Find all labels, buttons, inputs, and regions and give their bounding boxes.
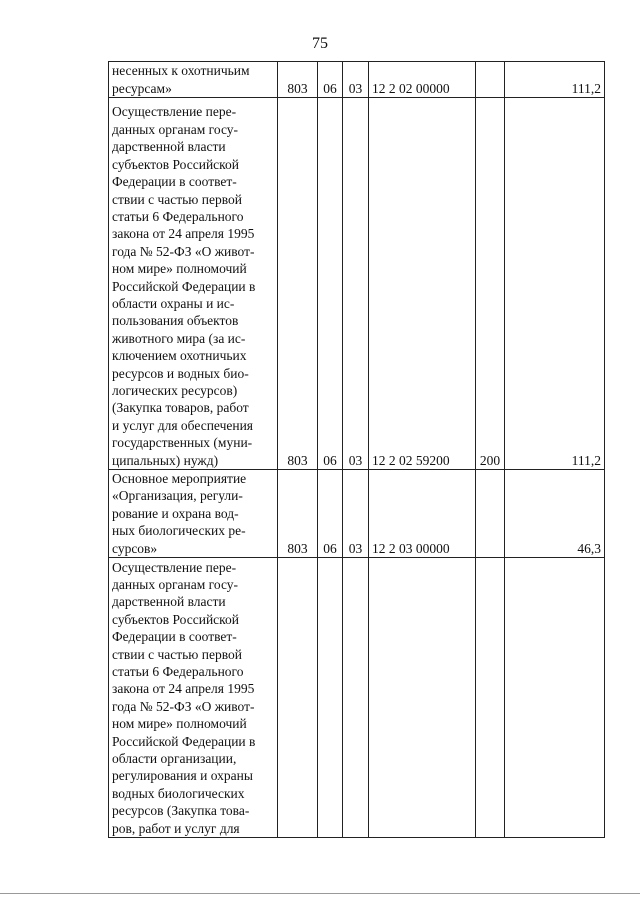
item-name-line: ствии с частью первой <box>112 191 242 207</box>
item-name-line: года № 52-ФЗ «О живот- <box>112 698 255 714</box>
table-row <box>109 558 605 838</box>
item-name-line: ципальных) нужд) <box>112 452 219 468</box>
item-name-line: несенных к охотничьим <box>112 63 250 79</box>
item-name-line: субъектов Российской <box>112 611 240 627</box>
item-name-line: ресурсов (Закупка това- <box>112 803 250 819</box>
item-name-line: Федерации в соответ- <box>112 174 237 190</box>
item-name-line: ключением охотничьих <box>112 348 247 364</box>
item-name-line: ных биологических ре- <box>112 523 246 539</box>
item-name-line: сурсов» <box>112 540 158 556</box>
amount-cell: 46,3 <box>505 470 605 558</box>
item-name-cell <box>109 98 278 470</box>
table-row <box>109 470 605 558</box>
expense-type-cell <box>476 470 505 558</box>
page-number: 75 <box>312 35 328 52</box>
item-name-line: дарственной власти <box>112 594 226 610</box>
item-name-line: и услуг для обеспечения <box>112 417 254 433</box>
budget-table <box>108 61 605 838</box>
section-cell <box>318 558 343 838</box>
item-name-line: Основное мероприятие <box>112 471 247 486</box>
item-name-line: водных биологических <box>112 785 245 801</box>
item-name-line: государственных (муни- <box>112 435 253 451</box>
ministry-cell: 803 <box>278 98 318 470</box>
item-name-line: Осуществление пере- <box>112 559 237 575</box>
item-name-line: ресурсов и водных био- <box>112 365 249 381</box>
item-name-line: закона от 24 апреля 1995 <box>112 226 255 242</box>
item-name-line: ствии с частью первой <box>112 646 242 662</box>
expense-type-cell <box>476 558 505 838</box>
item-name-cell <box>109 470 278 558</box>
subsection-cell: 03 <box>343 98 369 470</box>
amount-cell: 111,2 <box>505 98 605 470</box>
article-cell: 12 2 02 00000 <box>369 62 476 98</box>
item-name-line: Федерации в соответ- <box>112 629 237 645</box>
item-name-line: статьи 6 Федерального <box>112 663 244 679</box>
item-name-line: области охраны и ис- <box>112 295 235 311</box>
amount-cell <box>505 558 605 838</box>
amount-cell: 111,2 <box>505 62 605 98</box>
article-cell: 12 2 02 59200 <box>369 98 476 470</box>
item-name-line: логических ресурсов) <box>112 382 238 398</box>
table-row <box>109 98 605 470</box>
item-name-line: Российской Федерации в <box>112 733 256 749</box>
item-name-line: Осуществление пере- <box>112 104 237 120</box>
table-row <box>109 62 605 98</box>
item-name-line: «Организация, регули- <box>112 488 243 504</box>
subsection-cell: 03 <box>343 62 369 98</box>
item-name-line: пользования объектов <box>112 313 239 329</box>
expense-type-cell <box>476 62 505 98</box>
item-name-cell <box>109 62 278 98</box>
ministry-cell: 803 <box>278 62 318 98</box>
item-name-line: ров, работ и услуг для <box>112 820 240 836</box>
item-name-line: ресурсам» <box>112 80 172 96</box>
item-name-line: регулирования и охраны <box>112 768 253 784</box>
section-cell: 06 <box>318 98 343 470</box>
item-name-line: данных органам госу- <box>112 576 239 592</box>
item-name-line: субъектов Российской <box>112 156 240 172</box>
article-cell <box>369 558 476 838</box>
bottom-rule <box>0 893 640 894</box>
subsection-cell <box>343 558 369 838</box>
item-name-cell <box>109 558 278 838</box>
article-cell: 12 2 03 00000 <box>369 470 476 558</box>
item-name-line: статьи 6 Федерального <box>112 208 244 224</box>
item-name-line: области организации, <box>112 751 237 766</box>
subsection-cell: 03 <box>343 470 369 558</box>
item-name-line: закона от 24 апреля 1995 <box>112 681 255 697</box>
ministry-cell: 803 <box>278 470 318 558</box>
item-name-line: дарственной власти <box>112 139 226 155</box>
item-name-line: данных органам госу- <box>112 121 239 137</box>
item-name-line: животного мира (за ис- <box>112 330 246 346</box>
item-name-line: Российской Федерации в <box>112 278 256 294</box>
item-name-line: ном мире» полномочий <box>112 261 247 277</box>
item-name-line: рование и охрана вод- <box>112 505 239 521</box>
item-name-line: года № 52-ФЗ «О живот- <box>112 243 255 259</box>
ministry-cell <box>278 558 318 838</box>
expense-type-cell: 200 <box>476 98 505 470</box>
item-name-line: ном мире» полномочий <box>112 716 247 732</box>
section-cell: 06 <box>318 62 343 98</box>
item-name-line: (Закупка товаров, работ <box>112 400 249 416</box>
section-cell: 06 <box>318 470 343 558</box>
